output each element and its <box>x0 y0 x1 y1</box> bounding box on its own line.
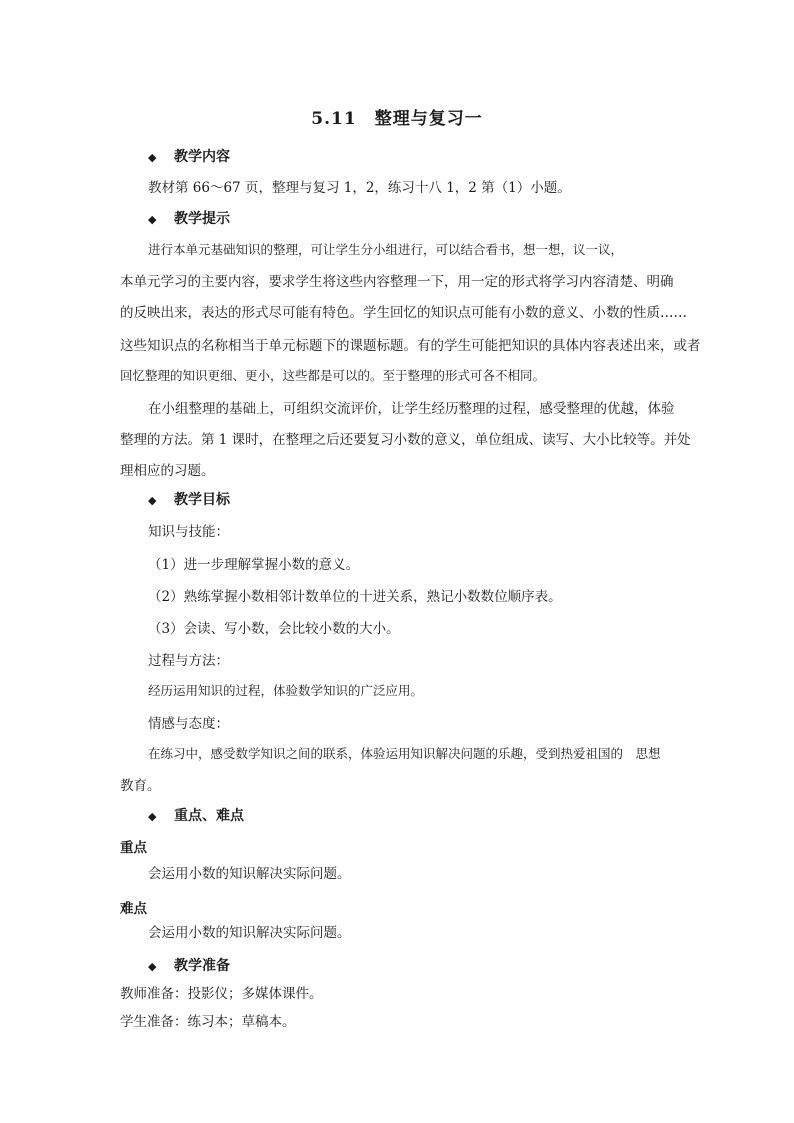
difficult-point-text: 会运用小数的知识解决实际问题。 <box>148 925 351 941</box>
key-point-label: 重点 <box>120 840 147 856</box>
section-title: 重点、难点 <box>174 808 244 824</box>
section-heading-goals <box>148 489 230 509</box>
hints-paragraph-line: 理相应的习题。 <box>120 463 215 479</box>
page-title: 5.11 整理与复习一 <box>311 109 483 129</box>
difficult-point-label: 难点 <box>120 901 147 917</box>
student-preparation: 学生准备：练习本；草稿本。 <box>120 1014 296 1030</box>
diamond-bullet-icon: ◆ <box>148 494 157 507</box>
diamond-bullet-icon: ◆ <box>148 151 157 164</box>
goals-knowledge-item: （2）熟练掌握小数相邻计数单位的十进关系，熟记小数数位顺序表。 <box>148 589 562 605</box>
hints-paragraph-line: 回忆整理的知识更细、更小，这些都是可以的。至于整理的形式可各不相同。 <box>120 368 546 383</box>
section-title: 教学内容 <box>174 149 230 165</box>
section-title: 教学准备 <box>174 958 230 974</box>
key-point-text: 会运用小数的知识解决实际问题。 <box>148 866 351 882</box>
goals-knowledge-label: 知识与技能： <box>148 524 229 540</box>
goals-emotion-label: 情感与态度： <box>148 716 229 732</box>
teacher-preparation: 教师准备：投影仪；多媒体课件。 <box>120 986 323 1002</box>
hints-paragraph-line: 这些知识点的名称相当于单元标题下的课题标题。有的学生可能把知识的具体内容表述出来，或者 <box>120 338 701 354</box>
section-title: 教学目标 <box>174 492 230 508</box>
section-heading-hints <box>148 208 230 228</box>
section-heading-key-points <box>148 805 244 825</box>
goals-process-text: 经历运用知识的过程，体验数学知识的广泛应用。 <box>148 683 424 698</box>
diamond-bullet-icon: ◆ <box>148 213 157 226</box>
goals-process-label: 过程与方法： <box>148 653 229 669</box>
section-heading-preparation <box>148 955 230 975</box>
goals-knowledge-item: （3）会读、写小数，会比较小数的大小。 <box>148 621 400 637</box>
section-title: 教学提示 <box>174 211 230 227</box>
content-text: 教材第 66～67 页，整理与复习 1，2，练习十八 1，2 第（1）小题。 <box>148 180 571 196</box>
hints-paragraph-line: 进行本单元基础知识的整理，可让学生分小组进行，可以结合看书，想一想，议一议， <box>148 242 624 257</box>
section-heading-content <box>148 146 230 166</box>
goals-emotion-line: 教育。 <box>120 778 161 794</box>
hints-paragraph-line: 本单元学习的主要内容，要求学生将这些内容整理一下，用一定的形式将学习内容清楚、明确 <box>120 274 674 290</box>
hints-paragraph-line: 整理的方法。第 1 课时，在整理之后还要复习小数的意义，单位组成、读写、大小比较等。并处 <box>120 432 691 448</box>
hints-paragraph-line: 在小组整理的基础上，可组织交流评价，让学生经历整理的过程，感受整理的优越，体验 <box>148 401 675 417</box>
goals-knowledge-item: （1）进一步理解掌握小数的意义。 <box>148 557 360 573</box>
hints-paragraph-line: 的反映出来，表达的形式尽可能有特色。学生回忆的知识点可能有小数的意义、小数的性质…… <box>120 305 687 321</box>
goals-emotion-line: 在练习中，感受数学知识之间的联系，体验运用知识解决问题的乐趣，受到热爱祖国的 思想 <box>148 746 661 761</box>
diamond-bullet-icon: ◆ <box>148 960 157 973</box>
diamond-bullet-icon: ◆ <box>148 810 157 823</box>
